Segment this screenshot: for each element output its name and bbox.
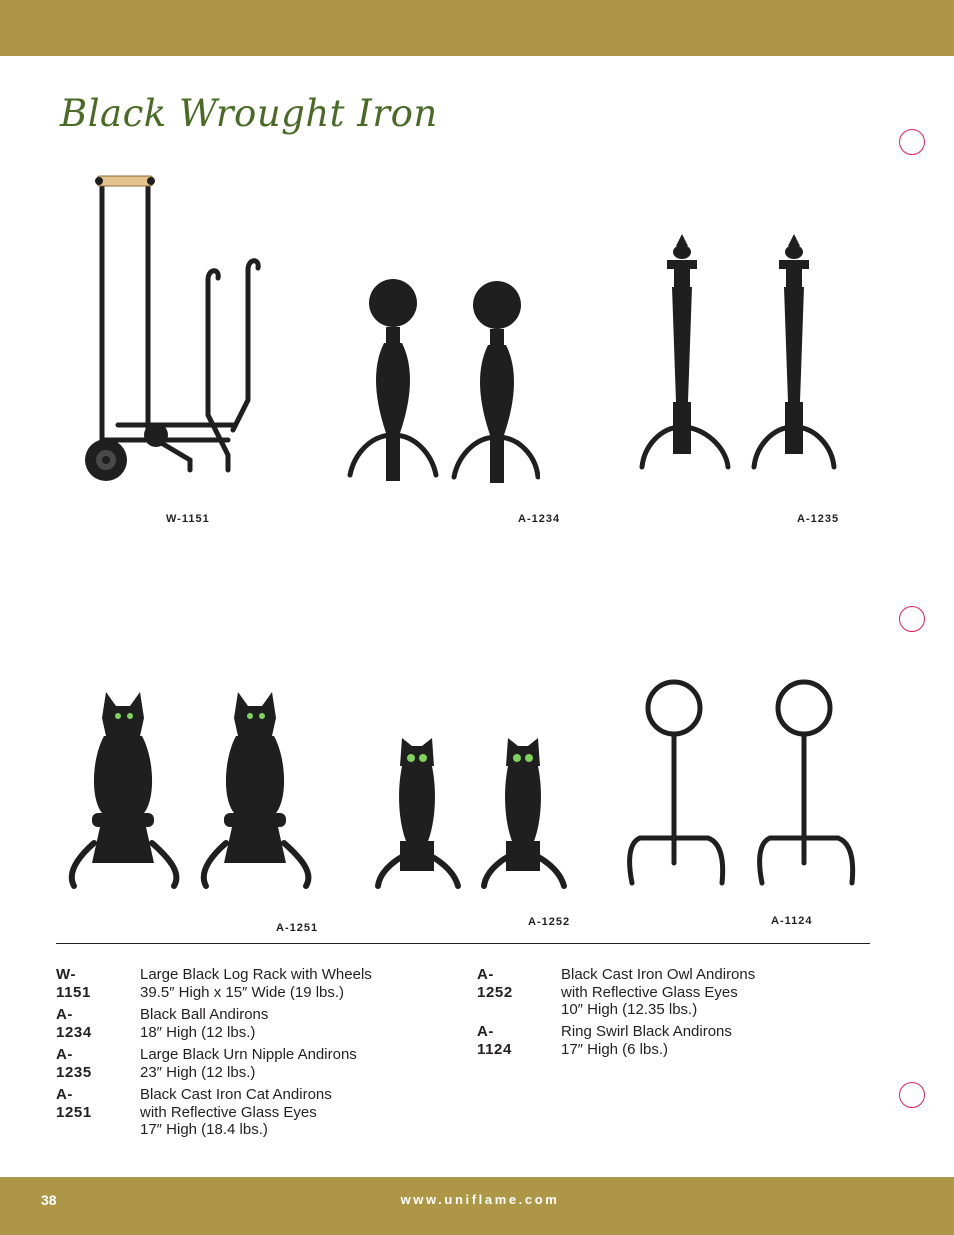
spec-description [140,966,372,1001]
spec-line: Black Cast Iron Cat Andirons [140,1086,332,1103]
binder-hole-icon [899,129,925,155]
spec-line: Black Cast Iron Owl Andirons [561,966,756,983]
spec-description [140,1006,268,1041]
log-rack-with-wheels-image [78,170,268,495]
spec-line: 18″ High (12 lbs.) [140,1023,256,1041]
binder-hole-icon [899,606,925,632]
spec-line: Large Black Log Rack with Wheels [140,966,372,983]
spec-line: Black Ball Andirons [140,1006,269,1023]
spec-line: Large Black Urn Nipple Andirons [140,1046,357,1063]
spec-description [561,966,755,1019]
spec-code: A-1251 [56,1086,92,1121]
cat-andirons-image [62,688,327,898]
spec-code: A-1252 [477,966,513,1001]
divider-line [56,943,870,944]
page-number: 38 [41,1192,57,1208]
spec-line: 17″ High (6 lbs.) [561,1040,669,1058]
website-link[interactable]: www.uniflame.com [400,1192,560,1207]
urn-nipple-andirons-image [632,232,842,477]
spec-line: with Reflective Glass Eyes [140,1103,317,1121]
spec-line: with Reflective Glass Eyes [561,983,738,1001]
product-code-label: A-1234 [518,513,561,525]
spec-description [140,1086,332,1139]
product-code-label: A-1124 [771,915,813,927]
spec-line: 17″ High (18.4 lbs.) [140,1121,268,1138]
product-code-label: W-1151 [166,513,210,525]
spec-line: 10″ High (12.35 lbs.) [561,1001,698,1018]
spec-code: W-1151 [56,966,91,1001]
owl-andirons-image [372,736,587,896]
ball-andirons-image [340,275,540,485]
product-code-label: A-1251 [276,922,319,934]
spec-line: Ring Swirl Black Andirons [561,1023,732,1040]
spec-description [561,1023,732,1058]
spec-line: 39.5″ High x 15″ Wide (19 lbs.) [140,983,345,1001]
spec-description [140,1046,357,1081]
spec-line: 23″ High (12 lbs.) [140,1063,256,1081]
product-code-label: A-1252 [528,916,571,928]
spec-code: A-1124 [477,1023,512,1058]
spec-code: A-1234 [56,1006,92,1041]
spec-code: A-1235 [56,1046,92,1081]
page-title: Black Wrought Iron [60,92,438,135]
ring-swirl-andirons-image [622,678,857,890]
product-code-label: A-1235 [797,513,840,525]
binder-hole-icon [899,1082,925,1108]
header-band [0,0,954,56]
